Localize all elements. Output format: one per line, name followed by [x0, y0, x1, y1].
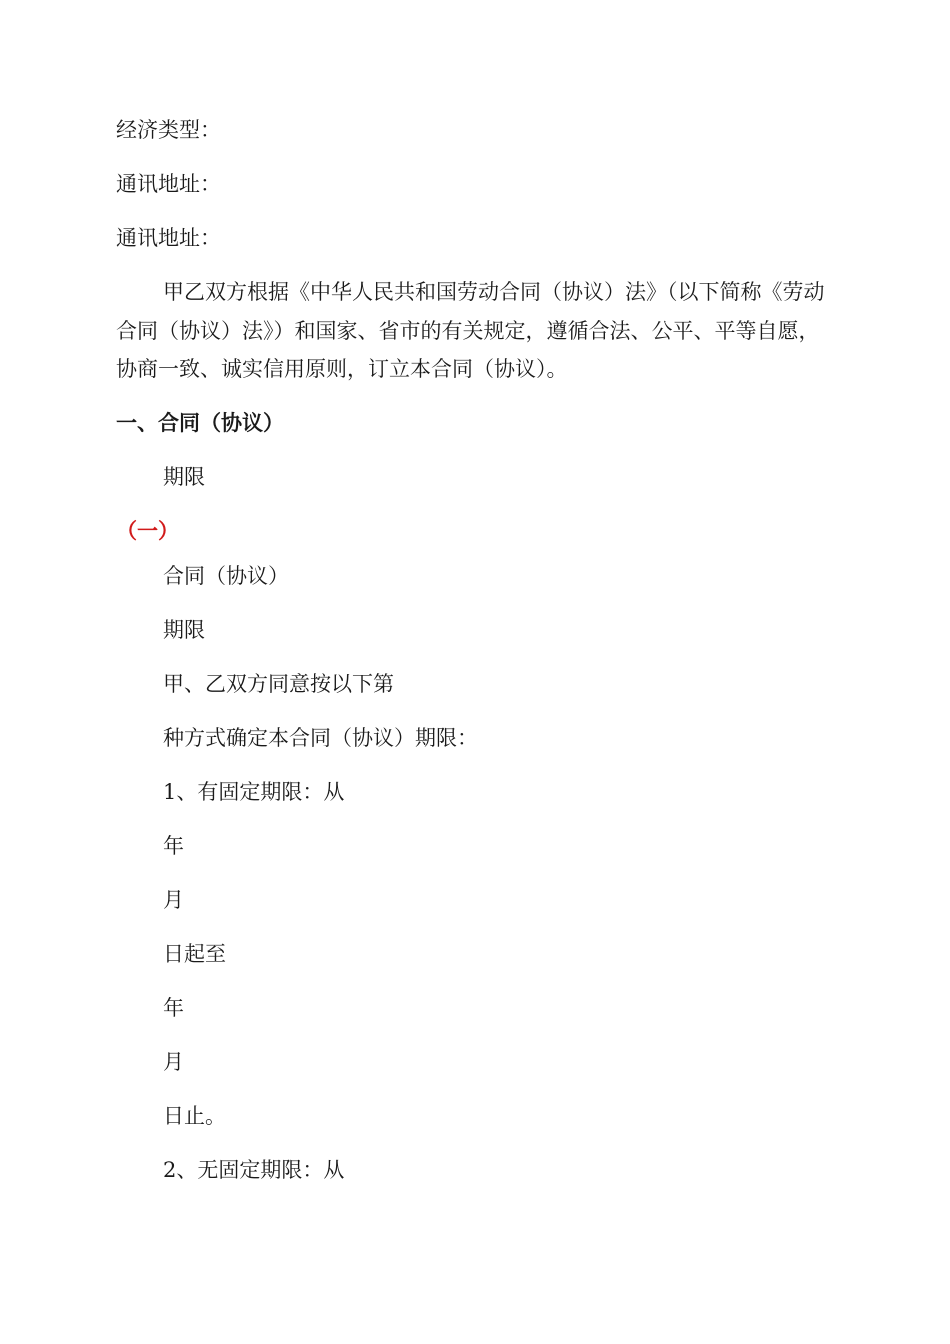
body-line: 月 [163, 1050, 184, 1074]
section-heading: 一、合同（协议） [116, 411, 284, 435]
body-line: 期限 [163, 618, 205, 642]
body-line: 年 [163, 996, 184, 1020]
field-economic-type: 经济类型： [116, 118, 221, 142]
body-line: 年 [163, 834, 184, 858]
body-line: 1、有固定期限：从 [163, 780, 345, 804]
body-line: 月 [163, 888, 184, 912]
body-line: 日止。 [163, 1104, 226, 1128]
body-line: 日起至 [163, 942, 226, 966]
field-address-2: 通讯地址： [116, 226, 221, 250]
body-line: 种方式确定本合同（协议）期限： [163, 726, 478, 750]
subsection-marker: （一） [116, 519, 179, 543]
intro-paragraph: 甲乙双方根据《中华人民共和国劳动合同（协议）法》（以下简称《劳动合同（协议）法》）和国家、省市的有关规定，遵循合法、公平、平等自愿，协商一致、诚实信用原则，订立本合同（协议）。 [116, 280, 825, 381]
body-line: 2、无固定期限：从 [163, 1158, 345, 1182]
section-heading-continuation: 期限 [163, 465, 205, 489]
body-line: 甲、乙双方同意按以下第 [163, 672, 394, 696]
body-line: 合同（协议） [163, 564, 289, 588]
field-address-1: 通讯地址： [116, 172, 221, 196]
